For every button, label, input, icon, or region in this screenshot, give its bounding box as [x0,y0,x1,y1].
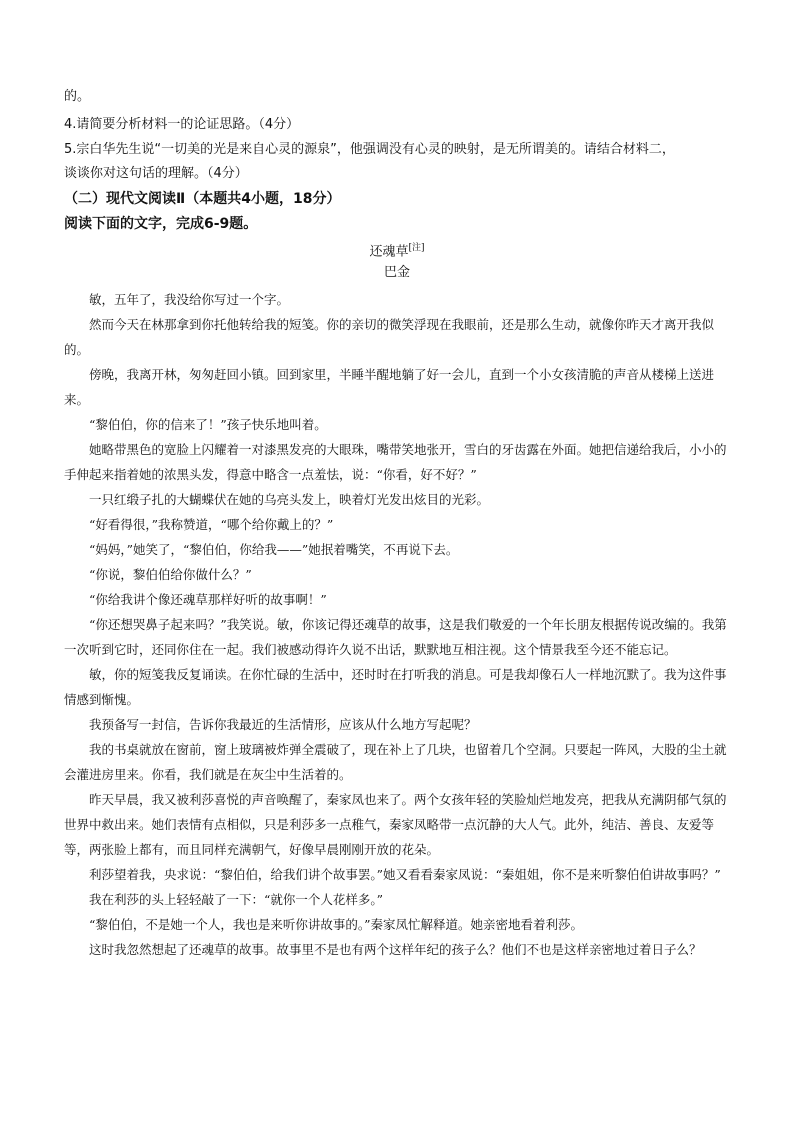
question-4: 4.请简要分析材料一的论证思路。（4分） [64,117,300,132]
article-paragraph: 这时我忽然想起了还魂草的故事。故事里不是也有两个这样年纪的孩子么？他们不也是这样亲密地过着日子么？ [89,942,702,957]
section-instruction: 阅读下面的文字，完成6-9题。 [64,216,258,232]
article-paragraph: 一只红缎子扎的大蝴蝶伏在她的乌亮头发上，映着灯光发出炫目的光彩。 [89,492,490,507]
article-paragraph: 我预备写一封信，告诉你我最近的生活情形，应该从什么地方写起呢？ [89,717,477,732]
article-paragraph: “妈妈，”她笑了，“黎伯伯，你给我——”她抿着嘴笑，不再说下去。 [89,542,459,557]
question-5-line2: 谈谈你对这句话的理解。（4分） [64,166,248,181]
article-paragraph: 敏，五年了，我没给你写过一个字。 [89,292,290,307]
article-author: 巴金 [383,265,410,280]
article-title-text: 还魂草 [369,244,409,260]
article-paragraph: 我在利莎的头上轻轻敲了一下：“就你一个人花样多。” [89,892,384,907]
article-paragraph: “黎伯伯，你的信来了！”孩子快乐地叫着。 [89,417,327,432]
article-paragraph: 昨天早晨，我又被利莎喜悦的声音唤醒了，秦家凤也来了。两个女孩年轻的笑脸灿烂地发亮，把我从充满阴郁气氛的世界中救出来。她们表情有点相似，只是利莎多一点稚气，秦家凤略带一点沉静的大人气。此外，纯洁、善良、友爱等等，两张脸上都有，而且同样充满朝气，好像早晨刚刚开放的花朵。 [64,792,727,857]
article-paragraph: “你给我讲个像还魂草那样好听的故事啊！” [89,592,327,607]
article-paragraph: “好看得很，”我称赞道，“哪个给你戴上的？” [89,517,334,532]
question-fragment: 的。 [64,89,91,104]
section-heading: （二）现代文阅读Ⅱ（本题共4小题，18分） [64,191,341,207]
article-paragraph: 她略带黑色的宽脸上闪耀着一对漆黑发亮的大眼珠，嘴带笑地张开，雪白的牙齿露在外面。她把信递给我后，小小的手伸起来指着她的浓黑头发，得意中略含一点羞怯，说：“你看，好不好？” [64,442,727,482]
article-paragraph: “黎伯伯，不是她一个人，我也是来听你讲故事的。”秦家凤忙解释道。她亲密地看着利莎。 [89,917,584,932]
question-5-line1: 5.宗白华先生说“一切美的光是来自心灵的源泉”，他强调没有心灵的映射，是无所谓美的。请结合材料二， [64,142,675,157]
article-body [64,287,730,962]
article-title-note: [注] [408,243,425,253]
article-paragraph: 然而今天在林那拿到你托他转给我的短笺。你的亲切的微笑浮现在我眼前，还是那么生动，就像你昨天才离开我似的。 [64,317,715,357]
article-paragraph: 敏，你的短笺我反复诵读。在你忙碌的生活中，还时时在打听我的消息。可是我却像石人一样地沉默了。我为这件事情感到惭愧。 [64,667,727,707]
article-paragraph: “你还想哭鼻子起来吗？”我笑说。敏，你该记得还魂草的故事，这是我们敬爱的一个年长朋友根据传说改编的。我第一次听到它时，还同你住在一起。我们被感动得许久说不出话，默默地互相注视。这个情景我至今还不能忘记。 [64,617,727,657]
article-paragraph: 我的书桌就放在窗前，窗上玻璃被炸弹全震破了，现在补上了几块，也留着几个空洞。只要起一阵风，大股的尘土就会灌进房里来。你看，我们就是在灰尘中生活着的。 [64,742,727,782]
article-title [0,238,794,262]
article-paragraph: “你说，黎伯伯给你做什么？” [89,567,252,582]
article-paragraph: 傍晚，我离开林，匆匆赶回小镇。回到家里，半睡半醒地躺了好一会儿，直到一个小女孩清脆的声音从楼梯上送进来。 [64,367,715,407]
article-paragraph: 利莎望着我，央求说：“黎伯伯，给我们讲个故事罢。”她又看看秦家凤说：“秦姐姐，你不是来听黎伯伯讲故事吗？” [89,867,721,882]
